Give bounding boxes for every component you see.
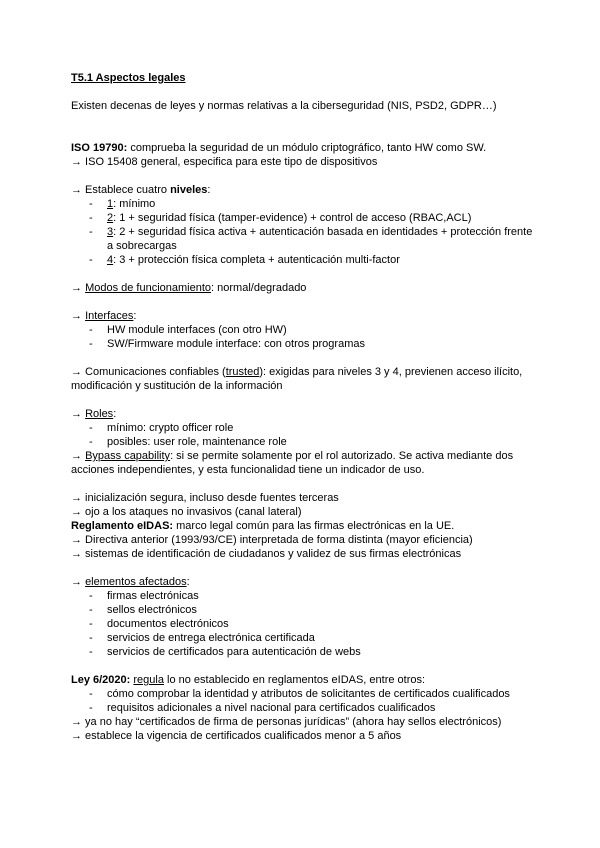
directiva-line: → Directiva anterior (1993/93/CE) interpretada de forma distinta (mayor eficiencia) [71,534,473,546]
intro-paragraph: Existen decenas de leyes y normas relativas a la ciberseguridad (NIS, PSD2, GDPR…) [71,100,497,112]
list-item: - servicios de certificados para autenticación de webs [107,645,541,659]
roles-label: Roles [85,408,114,420]
niveles-intro [71,183,541,197]
comunicaciones-post: ): exigidas para niveles 3 y 4, previenen acceso ilícito, modificación y sustitución de la información [71,366,523,392]
roles-line [71,407,541,421]
regula-word: regula [133,674,164,686]
list-item: - SW/Firmware module interface: con otros programas [107,337,541,351]
comunicaciones-pre: → Comunicaciones confiables ( [71,366,226,378]
iso-19790-paragraph [71,141,541,155]
niveles-intro-pre: → Establece cuatro [71,184,171,196]
iso-desc: comprueba la seguridad de un módulo criptográfico, tanto HW como SW. [127,142,487,154]
ley-nota-2: → establece la vigencia de certificados cualificados menor a 5 años [71,730,402,742]
colon: : [133,310,137,322]
nivel-number: 2 [107,212,114,224]
elementos-list [71,589,541,659]
arrow: → [71,576,86,588]
list-item [107,197,541,211]
arrow: → [71,408,86,420]
elementos-line [71,575,541,589]
interfaces-list [71,323,541,351]
roles-list [71,421,541,449]
interfaces-label: Interfaces [85,310,134,322]
inicializacion-line: → inicialización segura, incluso desde fuentes terceras [71,492,339,504]
niveles-intro-post: : [207,184,211,196]
iso-15408-line: → ISO 15408 general, especifica para este tipo de dispositivos [71,156,378,168]
nivel-number: 1 [107,198,114,210]
iso-label: ISO 19790: [71,142,128,154]
modos-line [71,281,541,295]
list-item: - sellos electrónicos [107,603,541,617]
list-item [107,225,541,253]
colon: : [186,576,190,588]
list-item: - servicios de entrega electrónica certificada [107,631,541,645]
list-item: - cómo comprobar la identidad y atributos de solicitantes de certificados cualificados [107,687,541,701]
colon: : [113,408,117,420]
bypass-label: Bypass capability [85,450,171,462]
arrow: → [71,310,86,322]
list-item: - firmas electrónicas [107,589,541,603]
eidas-paragraph [71,519,541,533]
list-item [107,253,541,267]
list-item: - documentos electrónicos [107,617,541,631]
nivel-text: : 2 + seguridad física activa + autenticación basada en identidades + protección frente a sobrecargas [107,226,533,252]
nivel-number: 3 [107,226,114,238]
ley-paragraph [71,673,541,687]
sistemas-line: → sistemas de identificación de ciudadanos y validez de sus firmas electrónicas [71,548,462,560]
ley-label: Ley 6/2020: [71,674,131,686]
ataques-line: → ojo a los ataques no invasivos (canal lateral) [71,506,302,518]
page-title: T5.1 Aspectos legales [71,72,186,84]
list-item: - requisitos adicionales a nivel nacional para certificados cualificados [107,701,541,715]
ley-text: lo no establecido en reglamentos eIDAS, entre otros: [163,674,426,686]
modos-label: Modos de funcionamiento [85,282,212,294]
trusted-label: trusted [225,366,260,378]
ley-list [71,687,541,715]
list-item [107,211,541,225]
nivel-text: : 3 + protección física completa + autenticación multi-factor [113,254,400,266]
bypass-text: : si se permite solamente por el rol autorizado. Se activa mediante dos acciones independientes, y esta funcionalidad tiene un indicador de uso. [71,450,514,476]
arrow: → [71,282,86,294]
nivel-text: : mínimo [113,198,156,210]
list-item: - posibles: user role, maintenance role [107,435,541,449]
eidas-label: Reglamento eIDAS: [71,520,174,532]
niveles-list [71,197,541,267]
nivel-number: 4 [107,254,114,266]
modos-text: : normal/degradado [211,282,307,294]
elementos-label: elementos afectados [85,576,187,588]
list-item: - HW module interfaces (con otro HW) [107,323,541,337]
list-item: - mínimo: crypto officer role [107,421,541,435]
interfaces-line [71,309,541,323]
arrow: → [71,450,86,462]
nivel-text: : 1 + seguridad física (tamper-evidence) + control de acceso (RBAC,ACL) [113,212,472,224]
document-page [71,71,541,743]
bypass-paragraph [71,449,541,477]
niveles-bold: niveles [170,184,208,196]
ley-nota-1: → ya no hay “certificados de firma de personas jurídicas” (ahora hay sellos electrónicos) [71,716,502,728]
comunicaciones-paragraph [71,365,541,393]
eidas-text: marco legal común para las firmas electrónicas en la UE. [173,520,455,532]
